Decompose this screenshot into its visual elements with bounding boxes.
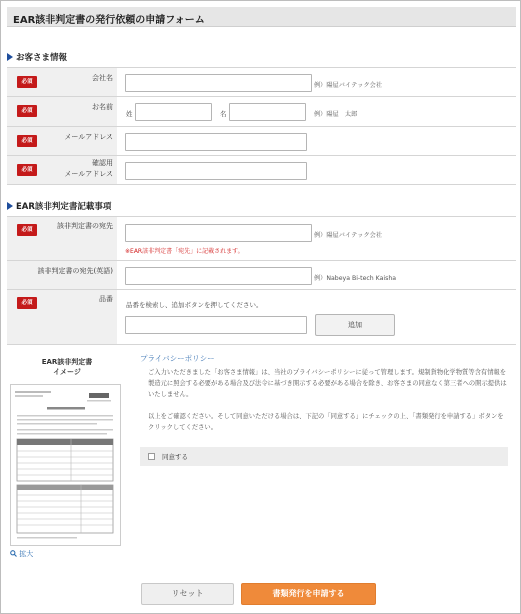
company-row	[7, 68, 516, 97]
name-label: お名前	[92, 103, 113, 111]
product-instruction: 品番を検索し、追加ボタンを押してください。	[126, 301, 263, 309]
first-name-input[interactable]	[229, 103, 306, 121]
email-label: メールアドレス	[64, 133, 113, 141]
image-caption: EAR該非判定書 イメージ	[41, 358, 93, 376]
required-badge: 必須	[17, 164, 37, 176]
recipient-en-example: 例）Nabeya Bi-tech Kaisha	[314, 275, 397, 282]
recipient-row	[7, 217, 516, 261]
agree-label[interactable]: 同意する	[162, 453, 188, 461]
name-label-cell	[7, 97, 117, 126]
privacy-paragraph-1: ご入力いただきました「お客さま情報」は、当社のプライバシーポリシーに従って管理します。規制貨物化学物質等含有情報を製造元に照会する必要がある場合及び法令に基づき開示する必要がある場合を除き、お客さまの同意なく第三者への開示提供はいたしません。	[148, 369, 507, 398]
email-confirm-label-line2: メールアドレス	[64, 170, 113, 178]
email-row	[7, 127, 516, 156]
recipient-en-label: 該非判定書の宛先(英語)	[37, 267, 113, 275]
recipient-en-label-cell	[7, 261, 117, 289]
agree-row[interactable]	[140, 447, 508, 466]
company-example: 例）陽屋バイテック会社	[314, 82, 383, 89]
customer-section-heading: お客さま情報	[7, 51, 67, 63]
company-label-cell	[7, 68, 117, 96]
reset-button[interactable]: リセット	[141, 583, 234, 605]
submit-button[interactable]: 書類発行を申請する	[241, 583, 376, 605]
triangle-right-icon	[7, 202, 13, 210]
recipient-en-row	[7, 261, 516, 290]
form-title-bar	[7, 7, 516, 27]
customer-info-table	[7, 67, 516, 185]
required-badge: 必須	[17, 224, 37, 236]
last-name-input[interactable]	[135, 103, 212, 121]
ear-document-preview-image[interactable]	[10, 384, 121, 546]
email-confirm-label-line1: 確認用	[92, 159, 113, 167]
recipient-input[interactable]	[125, 224, 312, 242]
name-row	[7, 97, 516, 127]
privacy-paragraph-2: 以上をご確認ください。そして同意いただける場合は、下記の「同意する」にチェックの上、「書類発行を申請する」ボタンをクリックしてください。	[148, 413, 504, 431]
recipient-label: 該非判定書の宛先	[57, 222, 113, 230]
last-name-prefix: 姓	[126, 110, 133, 118]
recipient-example: 例）陽屋バイテック会社	[314, 232, 383, 239]
zoom-link[interactable]: 拡大	[10, 549, 33, 559]
email-confirm-row	[7, 156, 516, 185]
email-input[interactable]	[125, 133, 307, 151]
product-label: 品番	[99, 295, 113, 303]
recipient-label-cell	[7, 217, 117, 260]
company-label: 会社名	[92, 74, 113, 82]
required-badge: 必須	[17, 135, 37, 147]
email-confirm-label-cell	[7, 156, 117, 184]
required-badge: 必須	[17, 297, 37, 309]
first-name-prefix: 名	[220, 110, 227, 118]
recipient-en-input[interactable]	[125, 267, 312, 285]
product-row	[7, 290, 516, 345]
page-title: EAR該非判定書の発行依頼の申請フォーム	[13, 15, 205, 26]
add-button[interactable]: 追加	[315, 314, 395, 336]
magnifier-icon	[10, 550, 17, 557]
product-label-cell	[7, 290, 117, 344]
email-confirm-input[interactable]	[125, 162, 307, 180]
ear-info-table	[7, 216, 516, 345]
name-example: 例）陽屋 太郎	[314, 111, 358, 118]
document-thumbnail-icon	[11, 385, 120, 545]
required-badge: 必須	[17, 76, 37, 88]
required-badge: 必須	[17, 105, 37, 117]
recipient-warning: ※EAR該非判定書「宛先」に記載されます。	[125, 248, 244, 255]
email-label-cell	[7, 127, 117, 155]
company-input[interactable]	[125, 74, 312, 92]
ear-section-heading: EAR該非判定書記載事項	[7, 200, 111, 212]
agree-checkbox[interactable]	[148, 453, 155, 460]
product-search-input[interactable]	[125, 316, 307, 334]
triangle-right-icon	[7, 53, 13, 61]
privacy-policy-title[interactable]: プライバシーポリシー	[140, 354, 215, 363]
